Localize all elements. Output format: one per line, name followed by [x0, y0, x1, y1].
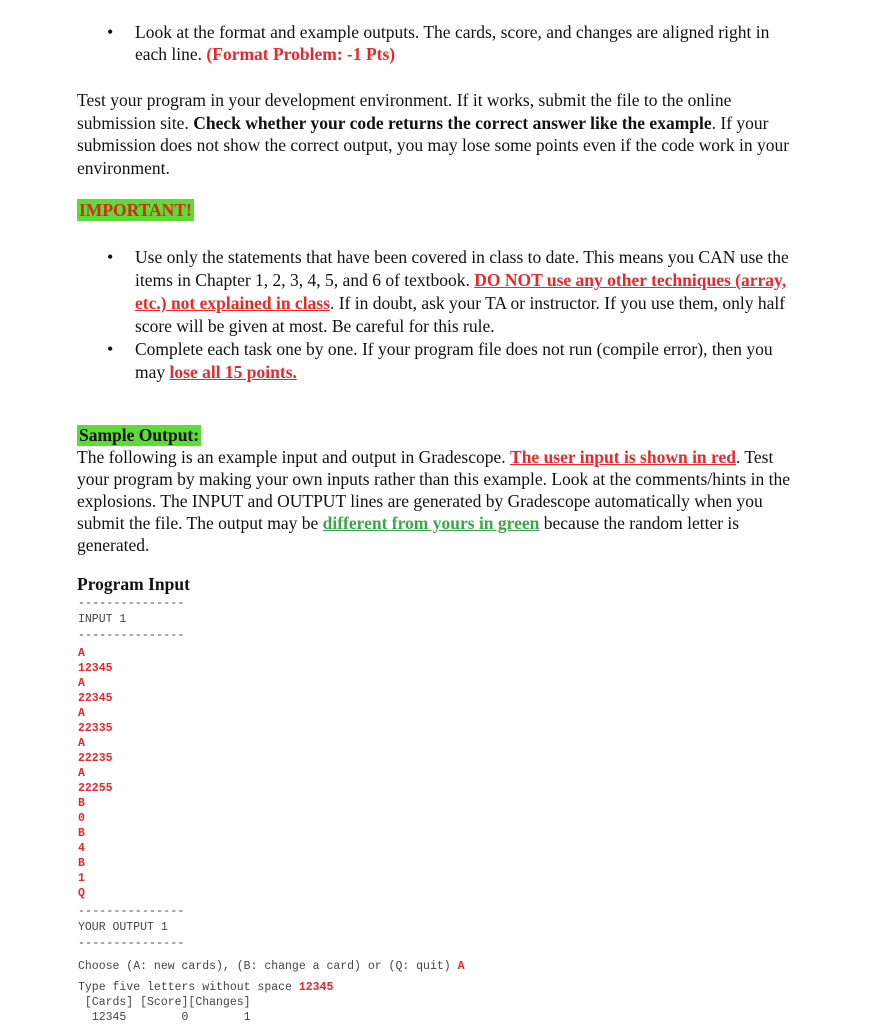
output-prompt-2: Type five letters without space — [78, 981, 299, 994]
rule-1-text: Use only the statements that have been covered in class to date. This means you CAN use the items in Chapter 1, 2, 3, 4, 5, and 6 of textbook. — [135, 247, 789, 290]
output-block — [78, 904, 464, 1025]
input-value: Q — [78, 887, 85, 900]
sample-text-3: because the random letter is generated. — [77, 513, 740, 555]
input-value: 22255 — [78, 782, 113, 795]
output-input-1: A — [457, 960, 465, 973]
dash-separator: --------------- — [78, 629, 185, 642]
input-value: B — [78, 797, 85, 810]
rule-1-warning-link[interactable]: DO NOT use any other techniques (array, etc.) not explained in class — [135, 270, 787, 313]
important-label: IMPORTANT! — [79, 200, 192, 220]
test-paragraph — [77, 89, 797, 179]
rule-1-rest: . If in doubt, ask your TA or instructor. If you use them, only half score will be given at most. Be careful for this rule. — [135, 293, 786, 336]
input-values-list — [78, 646, 185, 901]
user-input-red-link[interactable]: The user input is shown in red — [510, 447, 736, 467]
different-green-link[interactable]: different from yours in green — [322, 513, 540, 533]
sample-output-label: Sample Output: — [79, 425, 200, 445]
bullet-icon: • — [107, 22, 114, 42]
input-value: A — [78, 737, 85, 750]
output-table-header: [Cards] [Score][Changes] — [78, 996, 251, 1009]
bullet-icon: • — [107, 247, 114, 267]
input-label: INPUT 1 — [78, 613, 127, 626]
output-line-1 — [78, 953, 464, 974]
rule-bullet-1 — [0, 246, 800, 338]
input-value: A — [78, 677, 85, 690]
format-text: Look at the format and example outputs. The cards, score, and changes are aligned right in each line. — [135, 22, 770, 64]
sample-text-2: . Test your program by making your own inputs rather than this example. Look at the comments/hints in the explosions. The INPUT and OUTPUT lines are generated by Gradescope automatically when you submit the file. The output may be — [77, 447, 790, 533]
input-value: A — [78, 647, 85, 660]
format-bullet — [0, 21, 797, 65]
input-value: A — [78, 767, 85, 780]
output-input-2: 12345 — [298, 981, 334, 994]
rule-2-text: Complete each task one by one. If your program file does not run (compile error), then you may — [135, 339, 773, 382]
rule-2-warning-link[interactable]: lose all 15 points. — [169, 362, 297, 382]
sample-paragraph — [77, 446, 797, 556]
test-text-1: Test your program in your development environment. If it works, submit the file to the online submission site. — [77, 90, 732, 133]
format-penalty: (Format Problem: -1 Pts) — [206, 44, 396, 64]
input-block — [78, 596, 185, 901]
output-prompt-1: Choose (A: new cards), (B: change a card) or (Q: quit) — [78, 960, 458, 973]
program-input-title: Program Input — [77, 574, 190, 594]
format-bullet-list — [77, 21, 797, 65]
output-label: YOUR OUTPUT 1 — [78, 921, 168, 934]
input-value: 22335 — [78, 722, 113, 735]
input-value: 22235 — [78, 752, 113, 765]
output-line-2 — [78, 974, 464, 995]
bullet-icon: • — [107, 339, 114, 359]
input-value: 22345 — [78, 692, 113, 705]
input-value: 0 — [78, 812, 85, 825]
dash-separator: --------------- — [78, 905, 185, 918]
important-heading — [77, 199, 797, 222]
rule-bullet-2 — [0, 338, 800, 384]
dash-separator: --------------- — [78, 597, 185, 610]
important-bullet-list — [0, 246, 800, 384]
input-value: 12345 — [78, 662, 113, 675]
test-text-2: . If your submission does not show the correct output, you may lose some points even if the code work in your environment. — [77, 112, 790, 178]
input-value: B — [78, 827, 85, 840]
input-value: 4 — [78, 842, 85, 855]
program-input-heading — [77, 573, 797, 596]
output-table-row: 12345 0 1 — [78, 1011, 251, 1024]
test-bold-text: Check whether your code returns the correct answer like the example — [193, 112, 712, 133]
input-value: A — [78, 707, 85, 720]
input-value: 1 — [78, 872, 85, 885]
dash-separator: --------------- — [78, 937, 185, 950]
input-value: B — [78, 857, 85, 870]
sample-section — [77, 424, 797, 556]
sample-text-1: The following is an example input and output in Gradescope. — [77, 447, 506, 467]
